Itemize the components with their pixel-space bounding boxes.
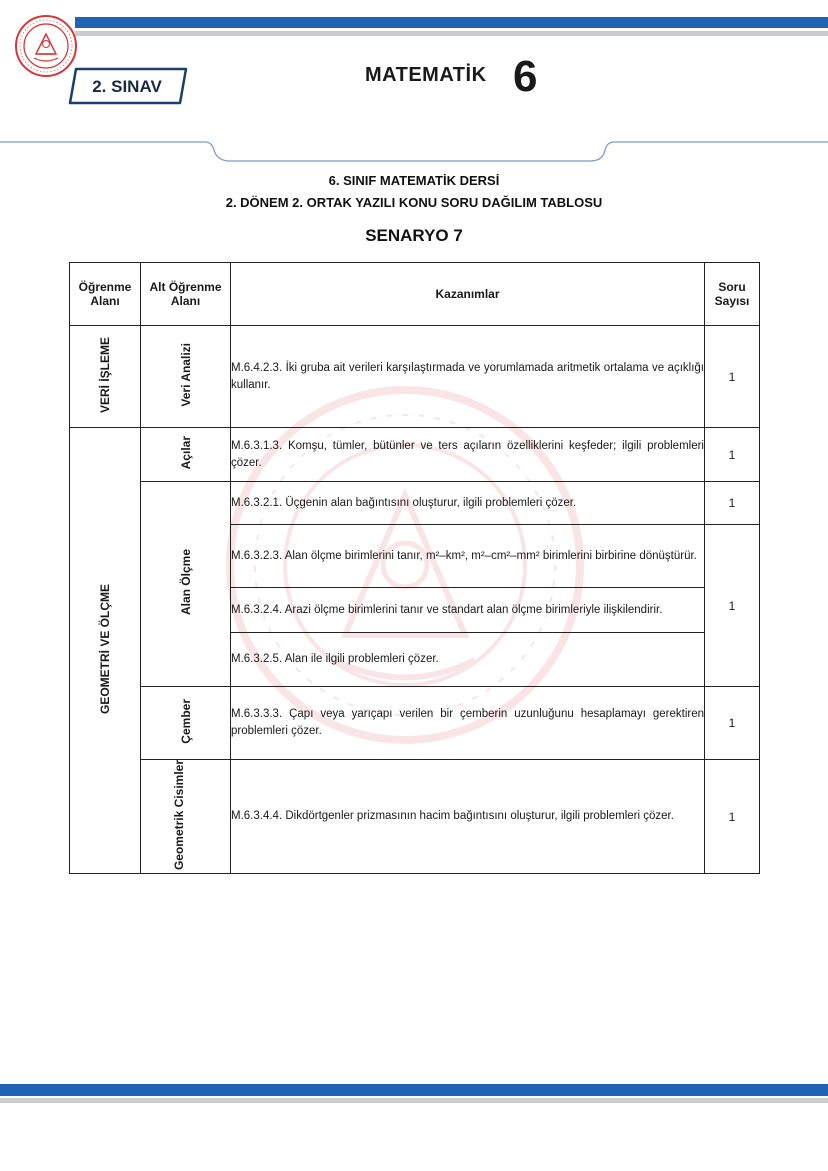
outcome-cell <box>231 633 705 687</box>
course-title: 6. SINIF MATEMATİK DERSİ <box>328 173 500 188</box>
grade-number: 6 <box>513 52 538 101</box>
scenario-title: SENARYO 7 <box>365 226 463 245</box>
table-row <box>70 326 760 428</box>
count-cell: 1 <box>705 326 760 428</box>
sub-area-label: Açılar <box>178 436 193 470</box>
sub-area-label: Veri Analizi <box>178 343 193 407</box>
footer-bar-grey <box>0 1098 828 1103</box>
table-title: 2. DÖNEM 2. ORTAK YAZILI KONU SORU DAĞILIM TABLOSU <box>225 195 603 210</box>
count-cell: 1 <box>705 687 760 760</box>
header-divider <box>0 136 828 170</box>
subject-title: MATEMATİK <box>365 64 487 86</box>
area-cell <box>70 428 141 874</box>
count-cell: 1 <box>705 428 760 482</box>
header-count: Soru Sayısı <box>705 263 760 326</box>
outcome-cell <box>231 482 705 525</box>
outcome-text: M.6.3.4.4. Dikdörtgenler prizmasının hacim bağıntısını oluşturur, ilgili problemleri çözer. <box>231 810 674 823</box>
sub-area-label: Geometrik Cisimler <box>171 760 186 871</box>
header-area: Öğrenme Alanı <box>70 263 141 326</box>
outcome-text: M.6.3.2.3. Alan ölçme birimlerini tanır, m²–km², m²–cm²–mm² birimlerini birbirine dönüştürür. <box>231 549 697 562</box>
header-sub-area: Alt Öğrenme Alanı <box>141 263 231 326</box>
outcome-cell <box>231 588 705 633</box>
count-cell: 1 <box>705 760 760 874</box>
table-header-row <box>70 263 760 326</box>
header-outcomes: Kazanımlar <box>231 263 705 326</box>
sub-area-cell <box>141 326 231 428</box>
topic-distribution-table <box>69 262 760 874</box>
outcome-cell <box>231 326 705 428</box>
sub-area-cell <box>141 482 231 687</box>
count-cell: 1 <box>705 525 760 687</box>
outcome-text: M.6.3.2.1. Üçgenin alan bağıntısını oluşturur, ilgili problemleri çözer. <box>231 496 577 509</box>
outcome-text: M.6.3.1.3. Komşu, tümler, bütünler ve ters açıların özelliklerini keşfeder; ilgili problemleri çözer. <box>231 439 704 469</box>
table-row <box>70 482 760 525</box>
outcome-text: M.6.3.3.3. Çapı veya yarıçapı verilen bir çemberin uzunluğunu hesaplamayı gerektiren problemleri çözer. <box>231 708 704 737</box>
area-label: GEOMETRİ VE ÖLÇME <box>98 584 112 715</box>
header-bar-blue <box>75 17 828 28</box>
sub-area-cell <box>141 428 231 482</box>
sub-area-cell <box>141 687 231 760</box>
outcome-cell <box>231 760 705 874</box>
outcome-cell <box>231 687 705 760</box>
count-cell: 1 <box>705 482 760 525</box>
sub-area-cell <box>141 760 231 874</box>
table-row <box>70 760 760 874</box>
outcome-text: M.6.3.2.5. Alan ile ilgili problemleri çözer. <box>231 653 439 665</box>
outcome-cell <box>231 428 705 482</box>
table-row <box>70 687 760 760</box>
footer-bar-blue <box>0 1084 828 1096</box>
sub-area-label: Alan Ölçme <box>178 549 193 616</box>
exam-label: 2. SINAV <box>92 77 162 96</box>
outcome-text: M.6.3.2.4. Arazi ölçme birimlerini tanır ve standart alan ölçme birimleriyle ilişkilendirir. <box>231 603 663 616</box>
sub-area-label: Çember <box>178 699 193 744</box>
table-row <box>70 428 760 482</box>
outcome-cell <box>231 525 705 588</box>
outcome-text: M.6.4.2.3. İki gruba ait verileri karşılaştırmada ve yorumlamada aritmetik ortalama ve açıklığı kullanır. <box>231 361 704 391</box>
header-bar-grey <box>75 31 828 36</box>
area-label: VERİ İŞLEME <box>98 336 112 413</box>
area-cell <box>70 326 141 428</box>
